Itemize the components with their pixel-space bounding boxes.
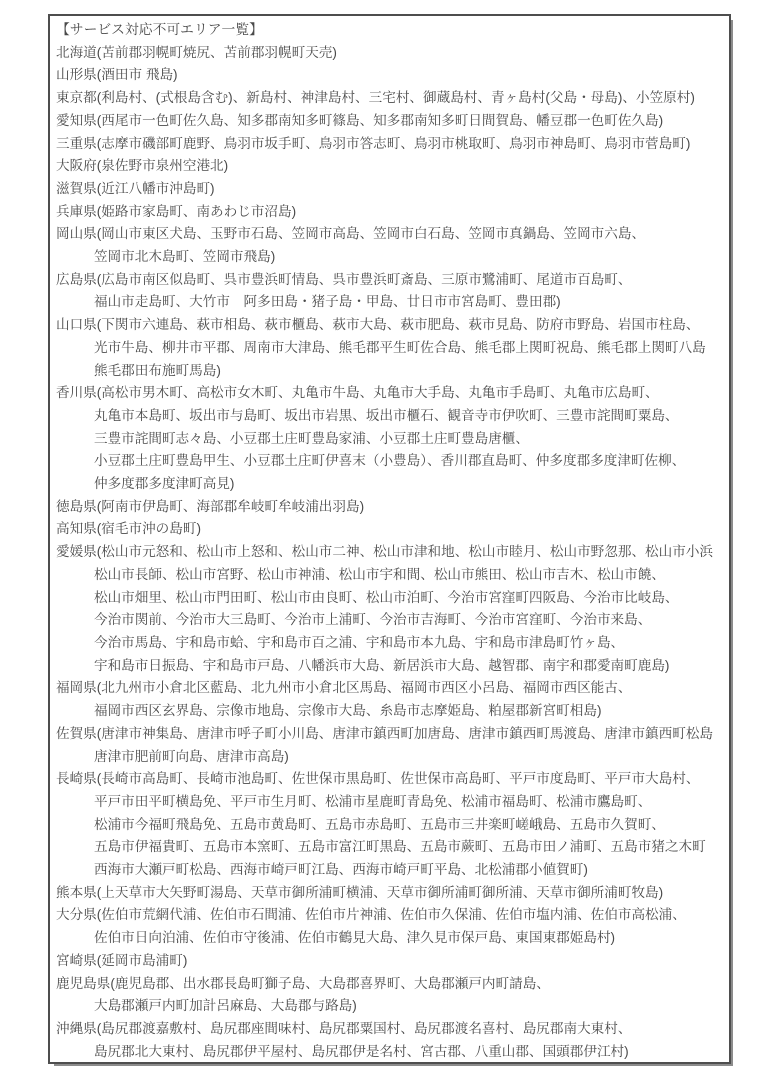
area-line: 三豊市詫間町志々島、小豆郡土庄町豊島家浦、小豆郡土庄町豊島唐櫃、 — [94, 430, 529, 446]
area-line: 五島市伊福貴町、五島市本窯町、五島市富江町黒島、五島市蕨町、五島市田ノ浦町、五島市猪之木町 — [94, 839, 706, 855]
area-line: 北海道(苫前郡羽幌町焼尻、苫前郡羽幌町天売) — [56, 44, 337, 60]
area-line: 東京都(利島村、(式根島含む)、新島村、神津島村、三宅村、御蔵島村、青ヶ島村(父島・母島)、小笠原村) — [56, 90, 695, 106]
area-line: 福岡市西区玄界島、宗像市地島、宗像市大島、糸島市志摩姫島、粕屋郡新宮町相島) — [94, 703, 602, 719]
area-line: 滋賀県(近江八幡市沖島町) — [56, 180, 215, 196]
service-unavailable-area-box — [48, 14, 731, 1064]
area-line: 熊本県(上天草市大矢野町湯島、天草市御所浦町横浦、天草市御所浦町御所浦、天草市御所浦町牧島) — [56, 884, 664, 900]
area-line: 愛媛県(松山市元怒和、松山市上怒和、松山市二神、松山市津和地、松山市睦月、松山市野忽那、松山市小浜 — [56, 544, 714, 560]
area-line: 宮崎県(延岡市島浦町) — [56, 952, 188, 968]
area-list — [56, 42, 725, 1064]
area-line: 三重県(志摩市磯部町鹿野、鳥羽市坂手町、鳥羽市答志町、鳥羽市桃取町、鳥羽市神島町、鳥羽市菅島町) — [56, 135, 691, 151]
area-line: 光市牛島、柳井市平郡、周南市大津島、熊毛郡平生町佐合島、熊毛郡上関町祝島、熊毛郡上関町八島 — [94, 339, 706, 355]
area-line: 唐津市肥前町向島、唐津市高島) — [94, 748, 289, 764]
area-line: 兵庫県(姫路市家島町、南あわじ市沼島) — [56, 203, 297, 219]
area-line: 今治市関前、今治市大三島町、今治市上浦町、今治市吉海町、今治市宮窪町、今治市来島、 — [94, 612, 652, 628]
area-line: 山形県(酒田市 飛島) — [56, 67, 178, 83]
area-line: 平戸市田平町横島免、平戸市生月町、松浦市星鹿町青島免、松浦市福島町、松浦市鷹島町、 — [94, 793, 652, 809]
area-line: 熊毛郡田布施町馬島) — [94, 362, 221, 378]
area-line: 松山市長師、松山市宮野、松山市神浦、松山市宇和間、松山市熊田、松山市吉木、松山市饒、 — [94, 566, 665, 582]
area-line: 今治市馬島、宇和島市蛤、宇和島市百之浦、宇和島市本九島、宇和島市津島町竹ヶ島、 — [94, 634, 625, 650]
area-line: 沖縄県(島尻郡渡嘉敷村、島尻郡座間味村、島尻郡粟国村、島尻郡渡名喜村、島尻郡南大東村、 — [56, 1020, 632, 1036]
area-line: 笠岡市北木島町、笠岡市飛島) — [94, 249, 276, 265]
area-line: 徳島県(阿南市伊島町、海部郡牟岐町牟岐浦出羽島) — [56, 498, 365, 514]
area-line: 岡山県(岡山市東区犬島、玉野市石島、笠岡市高島、笠岡市白石島、笠岡市真鍋島、笠岡市六島、 — [56, 226, 646, 242]
area-line: 佐伯市日向泊浦、佐伯市守後浦、佐伯市鶴見大島、津久見市保戸島、東国東郡姫島村) — [94, 930, 616, 946]
area-line: 佐賀県(唐津市神集島、唐津市呼子町小川島、唐津市鎮西町加唐島、唐津市鎮西町馬渡島、唐津市鎮西町松島 — [56, 725, 714, 741]
area-line: 宇和島市日振島、宇和島市戸島、八幡浜市大島、新居浜市大島、越智郡、南宇和郡愛南町鹿島) — [94, 657, 670, 673]
area-line: 香川県(高松市男木町、高松市女木町、丸亀市牛島、丸亀市大手島、丸亀市手島町、丸亀市広島町、 — [56, 385, 659, 401]
list-title: 【サービス対応不可エリア一覧】 — [56, 22, 263, 37]
area-line: 鹿児島県(鹿児島郡、出水郡長島町獅子島、大島郡喜界町、大島郡瀬戸内町請島、 — [56, 975, 550, 991]
area-line: 大阪府(泉佐野市泉州空港北) — [56, 158, 229, 174]
area-line: 島尻郡北大東村、島尻郡伊平屋村、島尻郡伊是名村、宮古郡、八重山郡、国頭郡伊江村) — [94, 1043, 629, 1059]
area-line: 大分県(佐伯市荒網代浦、佐伯市石間浦、佐伯市片神浦、佐伯市久保浦、佐伯市塩内浦、佐伯市高松浦、 — [56, 907, 686, 923]
area-line: 西海市大瀬戸町松島、西海市崎戸町江島、西海市崎戸町平島、北松浦郡小値賀町) — [94, 862, 588, 878]
area-line: 仲多度郡多度津町高見) — [94, 476, 235, 492]
area-line: 高知県(宿毛市沖の島町) — [56, 521, 201, 537]
area-line: 山口県(下関市六連島、萩市相島、萩市櫃島、萩市大島、萩市肥島、萩市見島、防府市野島、岩国市柱島、 — [56, 317, 700, 333]
area-line: 松浦市今福町飛島免、五島市黄島町、五島市赤島町、五島市三井楽町嵯峨島、五島市久賀町、 — [94, 816, 665, 832]
area-line: 福山市走島町、大竹市 阿多田島・猪子島・甲島、廿日市市宮島町、豊田郡) — [94, 294, 561, 310]
area-line: 福岡県(北九州市小倉北区藍島、北九州市小倉北区馬島、福岡市西区小呂島、福岡市西区能古、 — [56, 680, 632, 696]
area-line: 松山市畑里、松山市門田町、松山市由良町、松山市泊町、今治市宮窪町四阪島、今治市比岐島、 — [94, 589, 679, 605]
area-line: 大島郡瀬戸内町加計呂麻島、大島郡与路島) — [94, 998, 357, 1014]
area-line: 丸亀市本島町、坂出市与島町、坂出市岩黒、坂出市櫃石、観音寺市伊吹町、三豊市詫間町粟島、 — [94, 407, 679, 423]
area-line: 小豆郡土庄町豊島甲生、小豆郡土庄町伊喜末（小豊島）、香川郡直島町、仲多度郡多度津町佐柳、 — [94, 453, 686, 469]
area-line: 広島県(広島市南区似島町、呉市豊浜町情島、呉市豊浜町斎島、三原市鷺浦町、尾道市百島町、 — [56, 271, 632, 287]
area-line: 愛知県(西尾市一色町佐久島、知多郡南知多町篠島、知多郡南知多町日間賀島、幡豆郡一色町佐久島) — [56, 112, 664, 128]
area-line: 長崎県(長崎市高島町、長崎市池島町、佐世保市黒島町、佐世保市高島町、平戸市度島町、平戸市大島村、 — [56, 771, 700, 787]
